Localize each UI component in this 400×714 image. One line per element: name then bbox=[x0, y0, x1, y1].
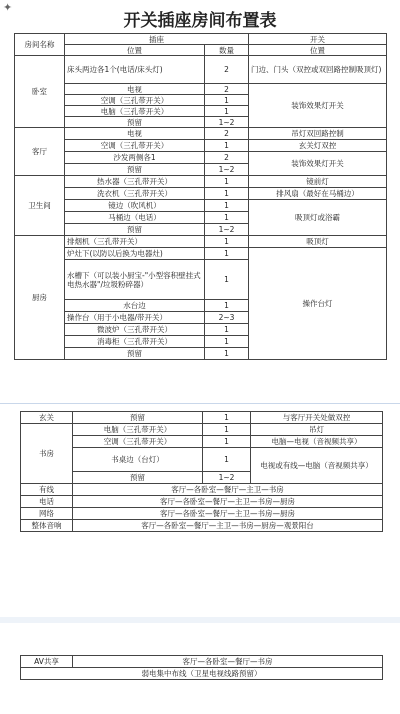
cabling-label: 网络 bbox=[21, 508, 73, 520]
socket-quantity: 1 bbox=[205, 188, 249, 200]
socket-quantity: 1 bbox=[203, 436, 251, 448]
socket-position: 微波炉（三孔带开关） bbox=[65, 324, 205, 336]
cabling-route: 客厅—各卧室—餐厅—主卫—书房—厨房 bbox=[73, 508, 383, 520]
socket-position: 马桶边（电话） bbox=[65, 212, 205, 224]
switch-position: 装饰效果灯开关 bbox=[249, 84, 387, 128]
socket-position: 书桌边（台灯） bbox=[73, 448, 203, 472]
socket-quantity: 1~2 bbox=[205, 164, 249, 176]
socket-position: 预留 bbox=[73, 472, 203, 484]
cabling-route: 客厅—各卧室—餐厅—主卫—书房—厨房 bbox=[73, 496, 383, 508]
socket-quantity: 2 bbox=[205, 128, 249, 140]
socket-position: 预留 bbox=[65, 117, 205, 128]
socket-position: 消毒柜（三孔带开关） bbox=[65, 336, 205, 348]
av-route: 客厅—各卧室—餐厅—书房 bbox=[73, 656, 383, 668]
socket-quantity: 1 bbox=[205, 140, 249, 152]
corner-mark-icon: ✦ bbox=[3, 1, 13, 14]
socket-quantity: 1 bbox=[205, 300, 249, 312]
switch-position: 排风扇（最好在马桶边） bbox=[249, 188, 387, 200]
socket-quantity: 1 bbox=[205, 176, 249, 188]
switch-position: 吊灯 bbox=[251, 424, 383, 436]
header-room: 房间名称 bbox=[15, 34, 65, 56]
switch-position: 吸顶灯或浴霸 bbox=[249, 200, 387, 236]
socket-position: 预留 bbox=[65, 348, 205, 360]
socket-position: 沙发两侧各1 bbox=[65, 152, 205, 164]
socket-quantity: 1 bbox=[205, 348, 249, 360]
socket-position: 洗衣机（三孔带开关） bbox=[65, 188, 205, 200]
switch-position: 操作台灯 bbox=[249, 248, 387, 360]
socket-position: 预留 bbox=[65, 224, 205, 236]
layout-table bbox=[14, 33, 387, 360]
socket-position: 电视 bbox=[65, 128, 205, 140]
socket-quantity: 1 bbox=[205, 336, 249, 348]
low-voltage-note: 弱电集中布线（卫星电视线路预留） bbox=[21, 668, 383, 680]
socket-quantity: 2~3 bbox=[205, 312, 249, 324]
room-bathroom: 卫生间 bbox=[15, 176, 65, 236]
socket-position: 水台边 bbox=[65, 300, 205, 312]
socket-quantity: 1 bbox=[205, 106, 249, 117]
page-divider bbox=[0, 617, 400, 623]
socket-position: 排烟机（三孔带开关） bbox=[65, 236, 205, 248]
socket-position: 操作台（用于小电器/带开关） bbox=[65, 312, 205, 324]
socket-quantity: 1 bbox=[205, 260, 249, 300]
socket-quantity: 1 bbox=[205, 324, 249, 336]
socket-quantity: 1~2 bbox=[205, 117, 249, 128]
cabling-label: 电话 bbox=[21, 496, 73, 508]
socket-quantity: 1 bbox=[203, 448, 251, 472]
socket-quantity: 1 bbox=[205, 248, 249, 260]
header-socket: 插座 bbox=[65, 34, 249, 45]
header-switch: 开关 bbox=[249, 34, 387, 45]
switch-position: 吸顶灯 bbox=[249, 236, 387, 248]
socket-position: 炉灶下(以防以后换为电器灶) bbox=[65, 248, 205, 260]
switch-position: 吊灯双回路控制 bbox=[249, 128, 387, 140]
socket-position: 空调（三孔带开关） bbox=[65, 140, 205, 152]
socket-position: 预留 bbox=[73, 412, 203, 424]
socket-quantity: 1 bbox=[205, 200, 249, 212]
socket-quantity: 1 bbox=[203, 412, 251, 424]
room-entry: 玄关 bbox=[21, 412, 73, 424]
socket-quantity: 1~2 bbox=[203, 472, 251, 484]
socket-position: 热水器（三孔带开关） bbox=[65, 176, 205, 188]
socket-quantity: 1 bbox=[205, 236, 249, 248]
switch-position: 门边、门头（双控或双回路控制吸顶灯) bbox=[249, 56, 387, 84]
page-title: 开关插座房间布置表 bbox=[123, 11, 277, 31]
room-kitchen: 厨房 bbox=[15, 236, 65, 360]
switch-position: 电视或有线—电脑（音视频共享） bbox=[251, 448, 383, 484]
socket-position: 水槽下（可以装小厨宝-"小型容积壁挂式电热水器"/垃圾粉碎器） bbox=[65, 260, 205, 300]
socket-quantity: 1 bbox=[205, 212, 249, 224]
socket-position: 床头两边各1个(电话/床头灯) bbox=[65, 56, 205, 84]
cabling-route: 客厅—各卧室—餐厅—主卫—书房—厨房—观景阳台 bbox=[73, 520, 383, 532]
socket-position: 镜边（吹风机） bbox=[65, 200, 205, 212]
cabling-label: 整体音响 bbox=[21, 520, 73, 532]
socket-position: 预留 bbox=[65, 164, 205, 176]
room-living: 客厅 bbox=[15, 128, 65, 176]
room-study: 书房 bbox=[21, 424, 73, 484]
socket-position: 电脑（三孔带开关） bbox=[73, 424, 203, 436]
switch-position: 玄关灯双控 bbox=[249, 140, 387, 152]
cabling-label: 有线 bbox=[21, 484, 73, 496]
av-sharing-table bbox=[20, 655, 383, 680]
socket-quantity: 1 bbox=[205, 95, 249, 106]
socket-quantity: 2 bbox=[205, 152, 249, 164]
socket-position: 空调（三孔带开关） bbox=[65, 95, 205, 106]
av-label: AV共享 bbox=[21, 656, 73, 668]
cabling-route: 客厅—各卧室—餐厅—主卫—书房 bbox=[73, 484, 383, 496]
room-bedroom: 卧室 bbox=[15, 56, 65, 128]
page-divider bbox=[0, 403, 400, 404]
socket-position: 电视 bbox=[65, 84, 205, 95]
socket-quantity: 2 bbox=[205, 84, 249, 95]
socket-quantity: 2 bbox=[205, 56, 249, 84]
socket-quantity: 1 bbox=[203, 424, 251, 436]
socket-position: 空调（三孔带开关） bbox=[73, 436, 203, 448]
layout-table-continued bbox=[20, 411, 383, 532]
socket-position: 电脑（三孔带开关） bbox=[65, 106, 205, 117]
header-position: 位置 bbox=[65, 45, 205, 56]
header-switch-position: 位置 bbox=[249, 45, 387, 56]
socket-quantity: 1~2 bbox=[205, 224, 249, 236]
header-quantity: 数量 bbox=[205, 45, 249, 56]
switch-position: 与客厅开关处做双控 bbox=[251, 412, 383, 424]
switch-position: 装饰效果灯开关 bbox=[249, 152, 387, 176]
switch-position: 电脑—电视（音视频共享） bbox=[251, 436, 383, 448]
switch-position: 镜前灯 bbox=[249, 176, 387, 188]
